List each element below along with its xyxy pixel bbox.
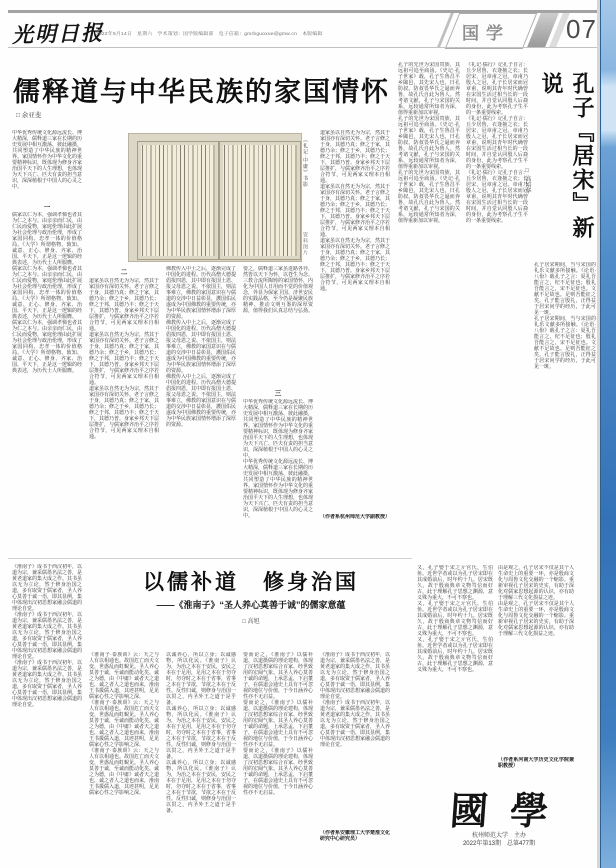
right-article-byline: □ 高培华 <box>524 168 530 194</box>
bottom-article-headline[interactable]: 以儒补道 修身治国 <box>143 571 359 594</box>
right-colB-text: 《礼记·儒行》记孔子自言：丘少居鲁，衣逢掖之衣；长居宋，冠章甫之冠。章甫乃殷人之冠，孔子长居宋而冠章甫，说明其青年时代确曾在宋国生活过相当长的一段时间，并自觉认同殷人后裔的身份，此为考察孔子生平的一条重要线索。 《礼记·儒行》记孔子自言：丘少居鲁，衣逢掖之衣；长居宋，冠章甫之冠。章甫乃殷人之冠，孔子长居宋而冠章甫，说明其青年时代确曾在宋国生活过相当长的一段时间，并自觉认同殷人后裔的身份，此为考察孔子生平的一条重要线索。 《礼记·儒行》记孔子自言：丘少居鲁，衣逢掖之衣；长居宋，冠章甫之冠。章甫乃殷人之冠，孔子长居宋而冠章甫，说明其青年时代确曾在宋国生活过相当长的一段时间，并自觉认同殷人后裔的身份，此为考察孔子生平的一条重要线索。 <box>466 62 528 224</box>
bottom-article-subtitle: ——《淮南子》“圣人养心莫善于诚”的儒家意蕴 <box>156 600 346 610</box>
right-article-headline[interactable]: 孔子『居宋』新说 <box>539 72 595 240</box>
main-col1-text-b: 儒家以仁为本，强调孝悌也者其为仁之本与。由亲亲而仁民，由仁民而爱物，家庭伦理由此扩展为社会伦理与政治伦理，形成了家国同构、忠孝一体的价值格局。《大学》所谓格物、致知、诚意、正心、修身、齐家、治国、平天下，正是这一逻辑的经典表述，为历代士人所服膺。 儒家以仁为本，强调孝悌也者其为仁之本与。由亲亲而仁民，由仁民而爱物，家庭伦理由此扩展为社会伦理与政治伦理，形成了家国同构、忠孝一体的价值格局。《大学》所谓格物、致知、诚意、正心、修身、齐家、治国、平天下，正是这一逻辑的经典表述，为历代士人所服膺。 儒家以仁为本，强调孝悌也者其为仁之本与。由亲亲而仁民，由仁民而爱物，家庭伦理由此扩展为社会伦理与政治伦理，形成了家国同构、忠孝一体的价值格局。《大学》所谓格物、致知、诚意、正心、修身、齐家、治国、平天下，正是这一逻辑的经典表述，为历代士人所服膺。 <box>12 212 82 374</box>
main-article-headline[interactable]: 儒释道与中华民族的家国情怀 <box>13 77 390 107</box>
section-marker-2: 二 <box>120 269 128 276</box>
main-col4-text-a: 要之，儒释道三家虽进路各异，然皆以天下为怀，以苍生为念。三教合流所陶铸的家国情怀，内化为中国人日用而不觉的价值观念，外显为保家卫国、济世安民的实践品格，至今仍是凝聚民族精神、推动文明互鉴的深厚资源，值得我们认真总结与弘扬。 <box>243 266 313 314</box>
manuscript-photo[interactable] <box>128 133 302 262</box>
bottom-col1-text: 《淮南子》成书于西汉初年，以道为宗，兼采儒墨名法之善，是黄老道家的集大成之作。其书虽以无为立论，然于修身治国之道，多有取资于儒家者，圣人养心莫善于诚一语，即其显例，集中体现出汉初思想家融会儒道的理论自觉。 《淮南子》成书于西汉初年，以道为宗，兼采儒墨名法之善，是黄老道家的集大成之作。其书虽以无为立论，然于修身治国之道，多有取资于儒家者，圣人养心莫善于诚一语，即其显例，集中体现出汉初思想家融会儒道的理论自觉。 《淮南子》成书于西汉初年，以道为宗，兼采儒墨名法之善，是黄老道家的集大成之作。其书虽以无为立论，然于修身治国之道，多有取资于儒家者，圣人养心莫善于诚一语，即其显例，集中体现出汉初思想家融会儒道的理论自觉。 <box>12 564 82 708</box>
bottom-article-byline: □ 高旭 <box>242 619 260 625</box>
photo-caption: 《礼记·中庸》书影 <box>302 137 308 188</box>
journal-logo-title: 國學 <box>448 788 572 833</box>
photo-credit: 资料图片 <box>302 232 308 256</box>
right-article-credit: （作者系河南大学历史文化学院兼职教授） <box>498 757 574 769</box>
journal-issue: 2022年第13期 总第477期 <box>462 841 536 847</box>
bottom-col2-text: 《淮南子·泰族训》云：天之与人有以相通也。故国危亡而天文变，世惑乱而虹蜺见。圣人养心莫善于诚，至诚而能动化矣。诚之为德，由《中庸》诚者天之道也，诚之者人之道也而来，淮南王书援儒入道，其迹甚明，足见儒家心性之学影响之深。 《淮南子·泰族训》云：天之与人有以相通也。故国危亡而天文变，世惑乱而虹蜺见。圣人养心莫善于诚，至诚而能动化矣。诚之为德，由《中庸》诚者天之道也，诚之者人之道也而来，淮南王书援儒入道，其迹甚明，足见儒家心性之学影响之深。 《淮南子·泰族训》云：天之与人有以相通也。故国危亡而天文变，世惑乱而虹蜺见。圣人养心莫善于诚，至诚而能动化矣。诚之为德，由《中庸》诚者天之道也，诚之者人之道也而来，淮南王书援儒入道，其迹甚明，足见儒家心性之学影响之深。 <box>89 652 159 796</box>
bottom-separator-rule <box>8 558 412 559</box>
right-colE-text: 由是观之，孔子居宋不仅是其个人生命史上的重要一环，亦是殷商文化与周鲁文化交融的一个缩影。重新审视孔子居宋的史实，有助于深化对儒家思想起源的认识，亦有助于理解三代文化损益之迹。 由是观之，孔子居宋不仅是其个人生命史上的重要一环，亦是殷商文化与周鲁文化交融的一个缩影。重新审视孔子居宋的史实，有助于深化对儒家思想起源的认识，亦有助于理解三代文化损益之迹。 <box>498 565 574 637</box>
bottom-col4-text: 要而论之，《淮南子》以儒补道、以道摄儒的理论建构，体现了汉初思想家综合百家、经世致用的宏阔气象。其圣人养心莫善于诚的命题，上承思孟，下启董子，在儒道会通史上具有不可忽视的地位与价值，于今日涵养心性亦不无启益。 要而论之，《淮南子》以儒补道、以道摄儒的理论建构，体现了汉初思想家综合百家、经世致用的宏阔气象。其圣人养心莫善于诚的命题，上承思孟，下启董子，在儒道会通史上具有不可忽视的地位与价值，于今日涵养心性亦不无启益。 要而论之，《淮南子》以儒补道、以道摄儒的理论建构，体现了汉初思想家综合百家、经世致用的宏阔气象。其圣人养心莫善于诚的命题，上承思孟，下启董子，在儒道会通史上具有不可忽视的地位与价值，于今日涵养心性亦不无启益。 <box>243 652 313 796</box>
section-marker-1: 一 <box>43 204 51 211</box>
main-col4-text-b: 中华优秀传统文化源远流长、博大精深，儒释道三家在长期的历史发展中相互激荡、彼此融摄，共同塑造了中华民族的精神世界。家国情怀作为中华文化的重要精神标识，既体现为修身齐家治国平天下的人生理想，也体现为天下兴亡、匹夫有责的担当意识，深深植根于中国人的心灵之中。 中华优秀传统文化源远流长、博大精深，儒释道三家在长期的历史发展中相互激荡、彼此融摄，共同塑造了中华民族的精神世界。家国情怀作为中华文化的重要精神标识，既体现为修身齐家治国平天下的人生理想，也体现为天下兴亡、匹夫有责的担当意识，深深植根于中国人的心灵之中。 <box>243 399 313 519</box>
section-marker-3: 三 <box>274 390 282 397</box>
viewer-edge-strip <box>600 0 616 868</box>
manuscript-left-page <box>137 141 219 260</box>
main-article-byline: □ 余亚斐 <box>16 112 42 119</box>
journal-organizer: 杭州师范大学 主办 <box>471 833 526 839</box>
masthead-rule <box>8 47 598 48</box>
main-col2-text: 道家虽以自然无为为宗，然其于家国亦有深切关怀。老子言修之于身，其德乃真；修之于家，其德乃余；修之于乡，其德乃长；修之于邦，其德乃丰；修之于天下，其德乃普。身家乡邦天下层层推扩，与儒家修齐治平之序若合符节，可见两家义理本自相通。 道家虽以自然无为为宗，然其于家国亦有深切关怀。老子言修之于身，其德乃真；修之于家，其德乃余；修之于乡，其德乃长；修之于邦，其德乃丰；修之于天下，其德乃普。身家乡邦天下层层推扩，与儒家修齐治平之序若合符节，可见两家义理本自相通。 道家虽以自然无为为宗，然其于家国亦有深切关怀。老子言修之于身，其德乃真；修之于家，其德乃余；修之于乡，其德乃长；修之于邦，其德乃丰；修之于天下，其德乃普。身家乡邦天下层层推扩，与儒家修齐治平之序若合符节，可见两家义理本自相通。 <box>89 278 159 440</box>
right-colD-text: 又，孔子娶于宋之亓官氏，生伯鱼。近世学者或以为孔子居宋即在其成婚前后，时年约十九。居宋既久，故于殷商典章文物笃信而好古，此于理解孔子思想之渊源，意义殊为重大，不可不察也。 又，孔子娶于宋之亓官氏，生伯鱼。近世学者或以为孔子居宋即在其成婚前后，时年约十九。居宋既久，故于殷商典章文物笃信而好古，此于理解孔子思想之渊源，意义殊为重大，不可不察也。 又，孔子娶于宋之亓官氏，生伯鱼。近世学者或以为孔子居宋即在其成婚前后，时年约十九。居宋既久，故于殷商典章文物笃信而好古，此于理解孔子思想之渊源，意义殊为重大，不可不察也。 <box>417 565 493 673</box>
viewer-edge-line <box>600 0 601 868</box>
section-label: 国学 <box>462 24 510 43</box>
right-colA-text: 孔子的先世为宋国贵族，其远祖可追至商汤。《史记·孔子世家》载，孔子生鲁昌平乡陬邑，其先宋人也，曰孔防叔。防叔畏华氏之逼而奔鲁，故孔氏自此为鲁人。然考诸文献，孔子与宋国的关系，远较通常所知者为深，值得重新加以审视。 孔子的先世为宋国贵族，其远祖可追至商汤。《史记·孔子世家》载，孔子生鲁昌平乡陬邑，其先宋人也，曰孔防叔。防叔畏华氏之逼而奔鲁，故孔氏自此为鲁人。然考诸文献，孔子与宋国的关系，远较通常所知者为深，值得重新加以审视。 孔子的先世为宋国贵族，其远祖可追至商汤。《史记·孔子世家》载，孔子生鲁昌平乡陬邑，其先宋人也，曰孔防叔。防叔畏华氏之逼而奔鲁，故孔氏自此为鲁人。然考诸文献，孔子与宋国的关系，远较通常所知者为深，值得重新加以审视。 <box>398 62 460 224</box>
main-article-credit: （作者系杭州师范大学副教授） <box>320 514 390 520</box>
bottom-article-credit: （作者系安徽理工大学楚淮文化研究中心研究员） <box>320 830 390 842</box>
journal-logo-box <box>424 790 574 862</box>
bottom-col5-text: 《淮南子》成书于西汉初年，以道为宗，兼采儒墨名法之善，是黄老道家的集大成之作。其书虽以无为立论，然于修身治国之道，多有取资于儒家者，圣人养心莫善于诚一语，即其显例，集中体现出汉初思想家融会儒道的理论自觉。 《淮南子》成书于西汉初年，以道为宗，兼采儒墨名法之善，是黄老道家的集大成之作。其书虽以无为立论，然于修身治国之道，多有取资于儒家者，圣人养心莫善于诚一语，即其显例，集中体现出汉初思想家融会儒道的理论自觉。 <box>320 652 390 748</box>
main-col1-text-a: 中华优秀传统文化源远流长、博大精深，儒释道三家在长期的历史发展中相互激荡、彼此融摄，共同塑造了中华民族的精神世界。家国情怀作为中华文化的重要精神标识，既体现为修身齐家治国平天下的人生理想，也体现为天下兴亡、匹夫有责的担当意识，深深植根于中国人的心灵之中。 <box>12 130 82 190</box>
bottom-col3-text: 以诚养心，所以立身；以诚感物，所以化民。《淮南子》认为，为治之本在于安民，安民之本在于足用，足用之本在于勿夺时，勿夺时之本在于省事，省事之本在于节欲，节欲之本在于反性。反性归诚，则修身与治国一以贯之，内圣外王之道于是乎备。 以诚养心，所以立身；以诚感物，所以化民。《淮南子》认为，为治之本在于安民，安民之本在于足用，足用之本在于勿夺时，勿夺时之本在于省事，省事之本在于节欲，节欲之本在于反性。反性归诚，则修身与治国一以贯之，内圣外王之道于是乎备。 以诚养心，所以立身；以诚感物，所以化民。《淮南子》认为，为治之本在于安民，安民之本在于足用，足用之本在于勿夺时，勿夺时之本在于省事，省事之本在于节欲，节欲之本在于反性。反性归诚，则修身与治国一以贯之，内圣外王之道于是乎备。 <box>166 652 236 814</box>
paper-logo: 光明日报 <box>11 19 105 48</box>
masthead-info: 2022年5月14日 星期六 学术策划：国学版编辑部 电子信箱：gmrbguoxue@gmw.cn 本版编辑 <box>96 32 323 37</box>
page-number: 07 <box>566 14 597 44</box>
main-col3-text: 佛教传入中土之后，逐渐完成了中国化的进程。历代高僧大德提倡报四恩，其中即有报国土恩、报父母恩之说。不依国主，则法事难立，佛教的家国意识在与儒道的交涉中日益彰显，護国佑民遂成为中国佛教的重要传统，亦为中华民族家国情怀增添了深厚的资源。 佛教传入中土之后，逐渐完成了中国化的进程。历代高僧大德提倡报四恩，其中即有报国土恩、报父母恩之说。不依国主，则法事难立，佛教的家国意识在与儒道的交涉中日益彰显，護国佑民遂成为中国佛教的重要传统，亦为中华民族家国情怀增添了深厚的资源。 佛教传入中土之后，逐渐完成了中国化的进程。历代高僧大德提倡报四恩，其中即有报国土恩、报父母恩之说。不依国主，则法事难立，佛教的家国意识在与儒道的交涉中日益彰显，護国佑民遂成为中国佛教的重要传统，亦为中华民族家国情怀增添了深厚的资源。 <box>166 266 236 428</box>
manuscript-right-page <box>219 141 301 260</box>
right-colC-text: 孔子居宋期间，当与宋国的礼乐文献多所接触。《论语·八佾》载孔子之言：夏礼吾能言之，杞不足征也；殷礼吾能言之，宋不足征也。文献不足故也。足则吾能征之矣。孔子能言殷礼，正得益于居宋问学的经历，于此可见一斑。 孔子居宋期间，当与宋国的礼乐文献多所接触。《论语·八佾》载孔子之言：夏礼吾能言之，杞不足征也；殷礼吾能言之，宋不足征也。文献不足故也。足则吾能征之矣。孔子能言殷礼，正得益于居宋问学的经历，于此可见一斑。 <box>534 262 596 370</box>
main-col5-text: 道家虽以自然无为为宗，然其于家国亦有深切关怀。老子言修之于身，其德乃真；修之于家，其德乃余；修之于乡，其德乃长；修之于邦，其德乃丰；修之于天下，其德乃普。身家乡邦天下层层推扩，与儒家修齐治平之序若合符节，可见两家义理本自相通。 道家虽以自然无为为宗，然其于家国亦有深切关怀。老子言修之于身，其德乃真；修之于家，其德乃余；修之于乡，其德乃长；修之于邦，其德乃丰；修之于天下，其德乃普。身家乡邦天下层层推扩，与儒家修齐治平之序若合符节，可见两家义理本自相通。 道家虽以自然无为为宗，然其于家国亦有深切关怀。老子言修之于身，其德乃真；修之于家，其德乃余；修之于乡，其德乃长；修之于邦，其德乃丰；修之于天下，其德乃普。身家乡邦天下层层推扩，与儒家修齐治平之序若合符节，可见两家义理本自相通。 <box>320 130 390 292</box>
